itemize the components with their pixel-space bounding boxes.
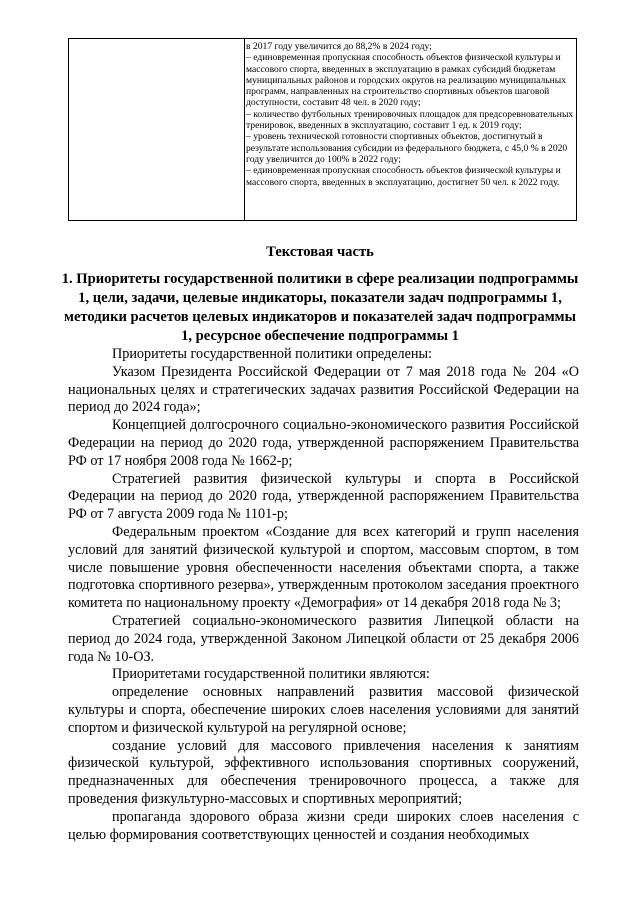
table-line: в 2017 году увеличится до 88,2% в 2024 году; — [246, 41, 432, 52]
table-left-cell — [69, 39, 245, 220]
table-line: – единовременная пропускная способность объектов физической культуры и массового спорта, введенных в эксплуатацию в рамках субсидий бюджетам муниципальных районов и городских округов на реализацию муниципальных программ, направленных на строительство спортивных объектов шаговой доступности, составит 48 чел. в 2020 году; — [246, 52, 567, 109]
paragraph: Приоритеты государственной политики определены: — [112, 346, 432, 362]
table-line: – единовременная пропускная способность объектов физической культуры и массового спорта, введенных в эксплуатацию, достигнет 50 чел. к 2022 году. — [246, 165, 561, 188]
paragraph: пропаганда здорового образа жизни среди широких слоев населения с целью формирования соответствующих ценностей и создания необходимых — [68, 808, 579, 843]
paragraph: определение основных направлений развития массовой физической культуры и спорта, обеспечение широких слоев населения условиями для занятий спортом и физической культурой на регулярной основе; — [68, 684, 579, 736]
section-title: Текстовая часть — [266, 244, 374, 260]
paragraph: Приоритетами государственной политики являются: — [112, 666, 430, 683]
body-text — [68, 346, 579, 844]
paragraph: Концепцией долгосрочного социально-экономического развития Российской Федерации на период до 2020 года, утвержденной распоряжением Правительства РФ от 17 ноября 2008 года № 1662-р; — [68, 417, 579, 469]
table-line: – уровень технической готовности спортивных объектов, достигнутый в результате использования субсидии из федерального бюджета, с 45,0 % в 2020 году увеличится до 100% в 2022 году; — [246, 131, 568, 165]
paragraph: Указом Президента Российской Федерации от 7 мая 2018 года № 204 «О национальных целях и стратегических задачах развития Российской Федерации на период до 2024 года»; — [68, 363, 579, 416]
indicators-table-fragment — [68, 38, 577, 221]
paragraph: Стратегией социально-экономического развития Липецкой области на период до 2024 года, утвержденной Законом Липецкой области от 25 декабря 2006 года № 10-ОЗ. — [68, 612, 579, 665]
paragraph: Стратегией развития физической культуры и спорта в Российской Федерации на период до 2020 года, утвержденной распоряжением Правительства РФ от 7 августа 2009 года № 1101-р; — [68, 470, 579, 523]
section-subtitle: 1. Приоритеты государственной политики в сфере реализации подпрограммы 1, цели, задачи, целевые индикаторы, показатели задач подпрограммы 1, методики расчетов целевых индикаторов и показателей задач подпрограммы 1, ресурсное обеспечение подпрограммы 1 — [61, 271, 579, 344]
paragraph: Федеральным проектом «Создание для всех категорий и групп населения условий для занятий физической культурой и спортом, массовым спортом, в том числе повышение уровня обеспеченности населения объектами спорта, а также подготовка спортивного резерва», утвержденным протоколом заседания проектного комитета по национальному проекту «Демография» от 14 декабря 2018 года № 3; — [68, 523, 579, 612]
paragraph: создание условий для массового привлечения населения к занятиям физической культурой, эффективного использования спортивных сооружений, предназначенных для обеспечения тренировочного процесса, а также для проведения физкультурно-массовых и спортивных мероприятий; — [68, 737, 579, 807]
table-line: – количество футбольных тренировочных площадок для предсоревновательных тренировок, введенных в эксплуатацию, составит 1 ед. к 2019 году; — [246, 108, 574, 132]
table-right-cell — [246, 41, 574, 188]
